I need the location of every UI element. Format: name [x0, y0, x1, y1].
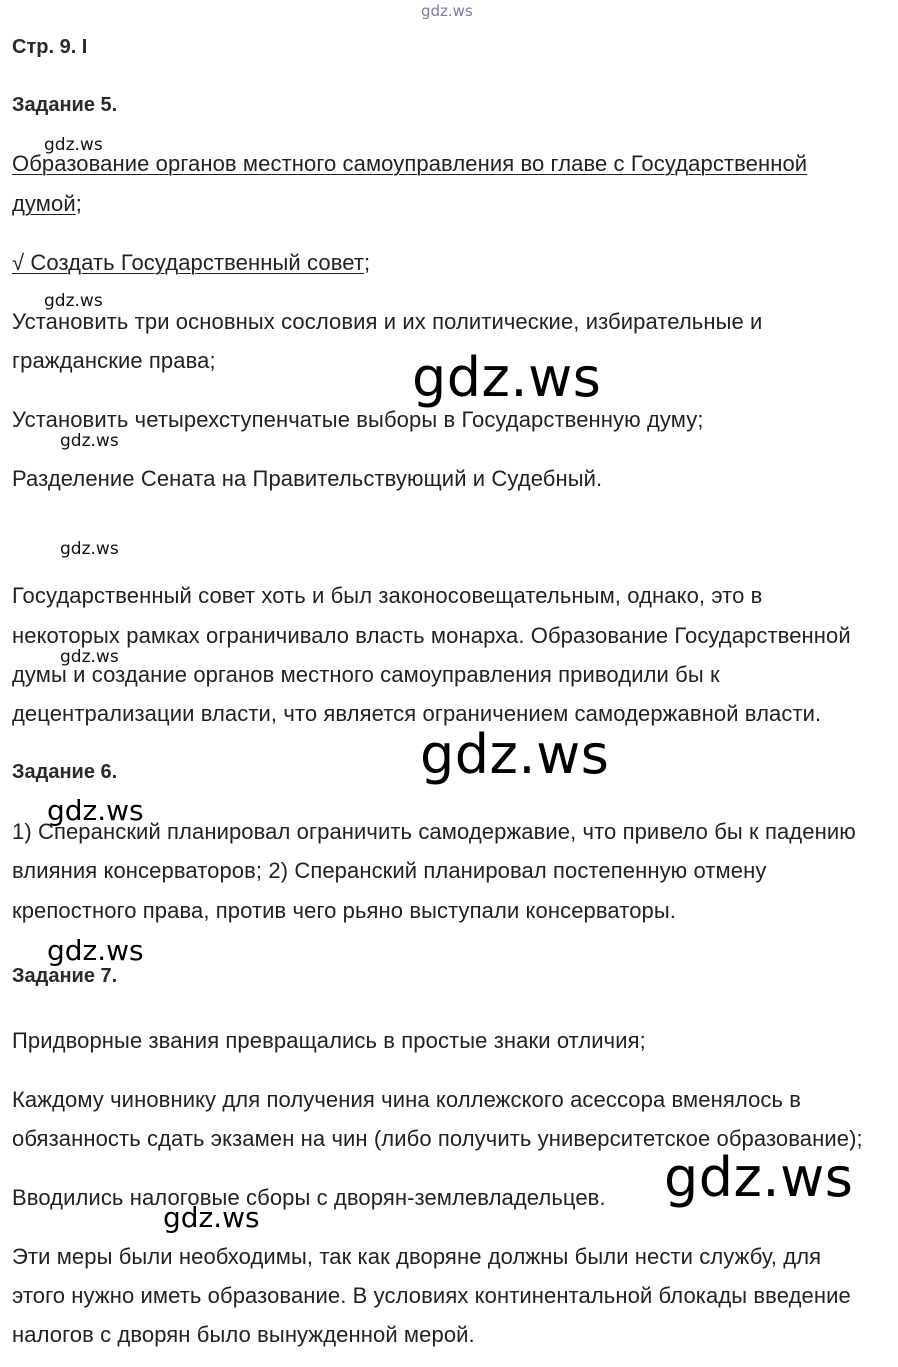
task-5-option-2-selected: √ Создать Государственный совет [12, 250, 365, 275]
task-7-measure-2-line-1: Каждому чиновнику для получения чина коллежского асессора вменялось в [12, 1087, 802, 1112]
task-5-option-3-line-2: гражданские права; [12, 348, 216, 373]
task-5-explanation-line-4: децентрализации власти, что является ограничением самодержавной власти. [12, 701, 822, 726]
task-5-explanation-line-1: Государственный совет хоть и был законосовещательным, однако, это в [12, 583, 763, 608]
task-5-option-4: Установить четырехступенчатые выборы в Государственную думу; [12, 407, 704, 432]
task-6-answer-line-1: 1) Сперанский планировал ограничить самодержавие, что привело бы к падению [12, 819, 856, 844]
task-7-explanation-line-3: налогов с дворян было вынужденной мерой. [12, 1322, 475, 1347]
task-6-answer-line-2: влияния консерваторов; 2) Сперанский планировал постепенную отмену [12, 858, 767, 883]
task-5-option-1-line-2 [12, 191, 82, 217]
watermark-medium: gdz.ws [163, 1201, 260, 1234]
task-5-option-2-punct: ; [364, 250, 371, 275]
watermark-small: gdz.ws [44, 135, 103, 155]
task-5-option-5: Разделение Сената на Правительствующий и Судебный. [12, 466, 603, 491]
task-7-measure-3: Вводились налоговые сборы с дворян-землевладельцев. [12, 1185, 606, 1210]
task-7-explanation-line-2: этого нужно иметь образование. В условиях континентальной блокады введение [12, 1283, 851, 1308]
task-5-heading: Задание 5. [12, 94, 118, 116]
task-7-measure-1: Придворные звания превращались в простые знаки отличия; [12, 1028, 646, 1053]
task-5-explanation-line-3: думы и создание органов местного самоуправления приводили бы к [12, 662, 720, 687]
watermark-medium: gdz.ws [47, 934, 144, 967]
watermark-top: gdz.ws [421, 2, 473, 20]
task-5-explanation-line-2: некоторых рамках ограничивало власть монарха. Образование Государственной [12, 623, 851, 648]
task-5-option-1-punct: ; [75, 191, 82, 216]
watermark-small: gdz.ws [60, 647, 119, 667]
watermark-large: gdz.ws [412, 346, 602, 409]
watermark-small: gdz.ws [60, 431, 119, 451]
task-5-option-1-line-1: Образование органов местного самоуправления во главе с Государственной [12, 151, 808, 176]
watermark-small: gdz.ws [44, 291, 103, 311]
task-5-option-1-underlined: думой [12, 191, 76, 216]
page-reference: Стр. 9. І [12, 36, 88, 58]
watermark-large: gdz.ws [420, 723, 610, 786]
watermark-large: gdz.ws [664, 1146, 854, 1209]
task-5-option-2 [12, 250, 370, 276]
task-6-answer-line-3: крепостного права, против чего рьяно выступали консерваторы. [12, 898, 676, 923]
task-5-option-3-line-1: Установить три основных сословия и их политические, избирательные и [12, 309, 763, 334]
task-6-heading: Задание 6. [12, 761, 118, 783]
task-7-explanation-line-1: Эти меры были необходимы, так как дворяне должны были нести службу, для [12, 1244, 822, 1269]
watermark-small: gdz.ws [60, 539, 119, 559]
task-7-heading: Задание 7. [12, 965, 118, 987]
watermark-medium: gdz.ws [47, 794, 144, 827]
task-7-measure-2-line-2: обязанность сдать экзамен на чин (либо получить университетское образование); [12, 1126, 863, 1151]
